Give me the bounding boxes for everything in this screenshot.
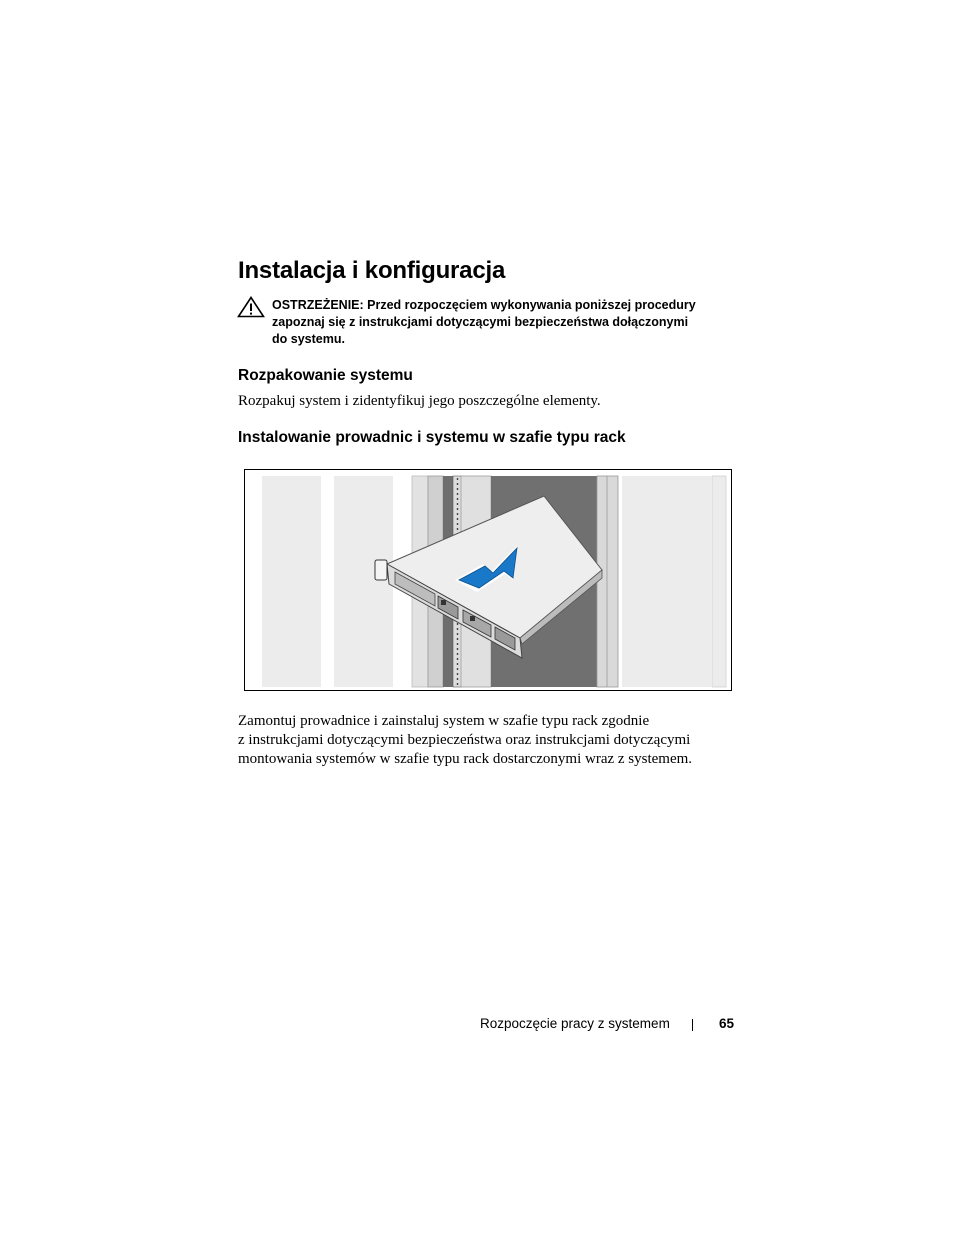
rack-install-figure <box>244 469 732 691</box>
warning-text-line-1: Przed rozpoczęciem wykonywania poniższej procedury <box>367 298 696 312</box>
unpack-text: Rozpakuj system i zidentyfikuj jego poszczególne elementy. <box>238 393 601 409</box>
unpack-heading: Rozpakowanie systemu <box>238 367 413 384</box>
warning-notice <box>272 297 742 348</box>
footer-divider <box>692 1019 693 1031</box>
footer-section-title: Rozpoczęcie pracy z systemem <box>480 1016 670 1031</box>
warning-label: OSTRZEŻENIE: <box>272 298 364 312</box>
warning-text-line-2: zapoznaj się z instrukcjami dotyczącymi bezpieczeństwa dołączonymi <box>272 315 689 329</box>
page-number: 65 <box>719 1016 735 1031</box>
rack-text-line-1: Zamontuj prowadnice i zainstaluj system w szafie typu rack zgodnie <box>238 713 650 729</box>
rack-heading: Instalowanie prowadnic i systemu w szafie typu rack <box>238 429 626 446</box>
rack-instructions <box>238 712 692 769</box>
warning-triangle-icon <box>237 296 265 318</box>
page-title: Instalacja i konfiguracja <box>238 257 506 284</box>
warning-text-line-3: do systemu. <box>272 332 345 346</box>
rack-text-line-3: montowania systemów w szafie typu rack dostarczonymi wraz z systemem. <box>238 751 693 767</box>
rack-text-line-2: z instrukcjami dotyczącymi bezpieczeństwa oraz instrukcjami dotyczącymi <box>238 732 691 748</box>
server-rack-install-illustration <box>245 470 731 690</box>
